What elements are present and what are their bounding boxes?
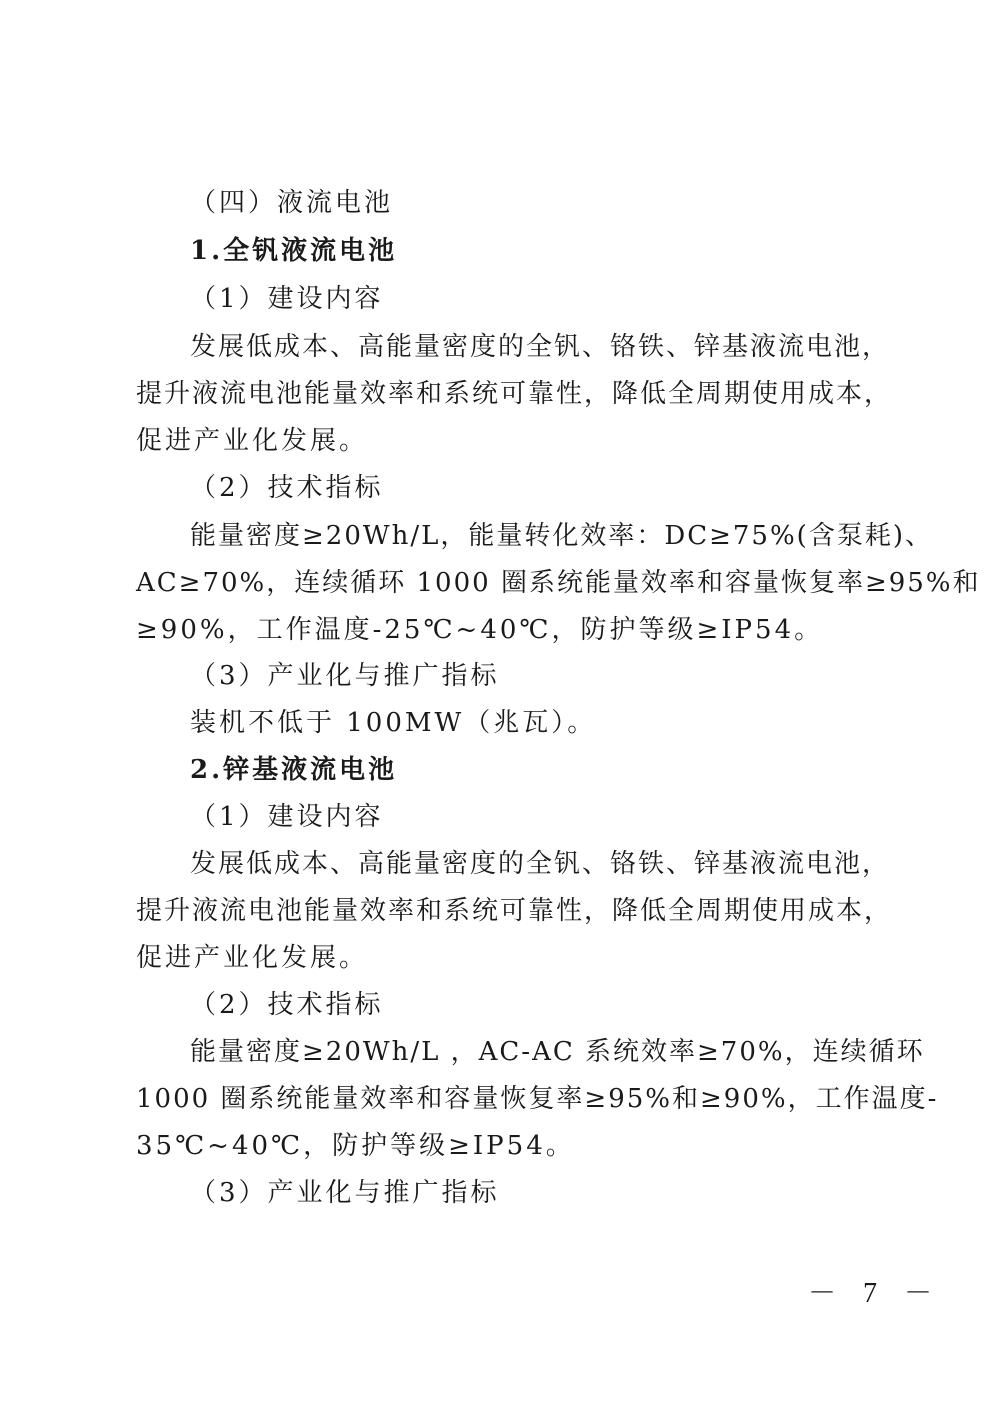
item1-industry-text: 装机不低于 100MW（兆瓦）。 [190, 708, 597, 738]
item1-tech-line-1: 能量密度≥20Wh/L，能量转化效率：DC≥75%(含泵耗)、 [190, 521, 933, 551]
item2-heading: 2.锌基液流电池 [190, 755, 398, 785]
item2-tech-line-2: 1000 圈系统能量效率和容量恢复率≥95%和≥90%，工作温度- [136, 1084, 939, 1114]
item2-content-line-3: 促进产业化发展。 [136, 943, 369, 973]
item2-content-label: （1）建设内容 [190, 802, 384, 832]
item2-industry-label: （3）产业化与推广指标 [190, 1178, 500, 1208]
item1-content-line-1: 发展低成本、高能量密度的全钒、铬铁、锌基液流电池， [190, 332, 891, 362]
section-title: （四）液流电池 [190, 188, 394, 218]
item1-industry-label: （3）产业化与推广指标 [190, 661, 500, 691]
item2-tech-line-1: 能量密度≥20Wh/L ，AC-AC 系统效率≥70%，连续循环 [190, 1037, 925, 1067]
page-number: － 7 － [808, 1278, 943, 1309]
item2-tech-label: （2）技术指标 [190, 990, 384, 1020]
item1-content-line-2: 提升液流电池能量效率和系统可靠性，降低全周期使用成本， [136, 379, 893, 409]
item2-content-line-1: 发展低成本、高能量密度的全钒、铬铁、锌基液流电池， [190, 849, 891, 879]
item1-heading: 1.全钒液流电池 [190, 236, 398, 266]
item1-tech-label: （2）技术指标 [190, 473, 384, 503]
item1-tech-line-3: ≥90%，工作温度-25℃~40℃，防护等级≥IP54。 [136, 615, 824, 645]
item2-content-line-2: 提升液流电池能量效率和系统可靠性，降低全周期使用成本， [136, 896, 893, 926]
item1-tech-line-2: AC≥70%，连续循环 1000 圈系统能量效率和容量恢复率≥95%和 [136, 568, 981, 598]
item2-tech-line-3: 35℃~40℃，防护等级≥IP54。 [136, 1131, 575, 1161]
item1-content-label: （1）建设内容 [190, 284, 384, 314]
item1-content-line-3: 促进产业化发展。 [136, 426, 369, 456]
